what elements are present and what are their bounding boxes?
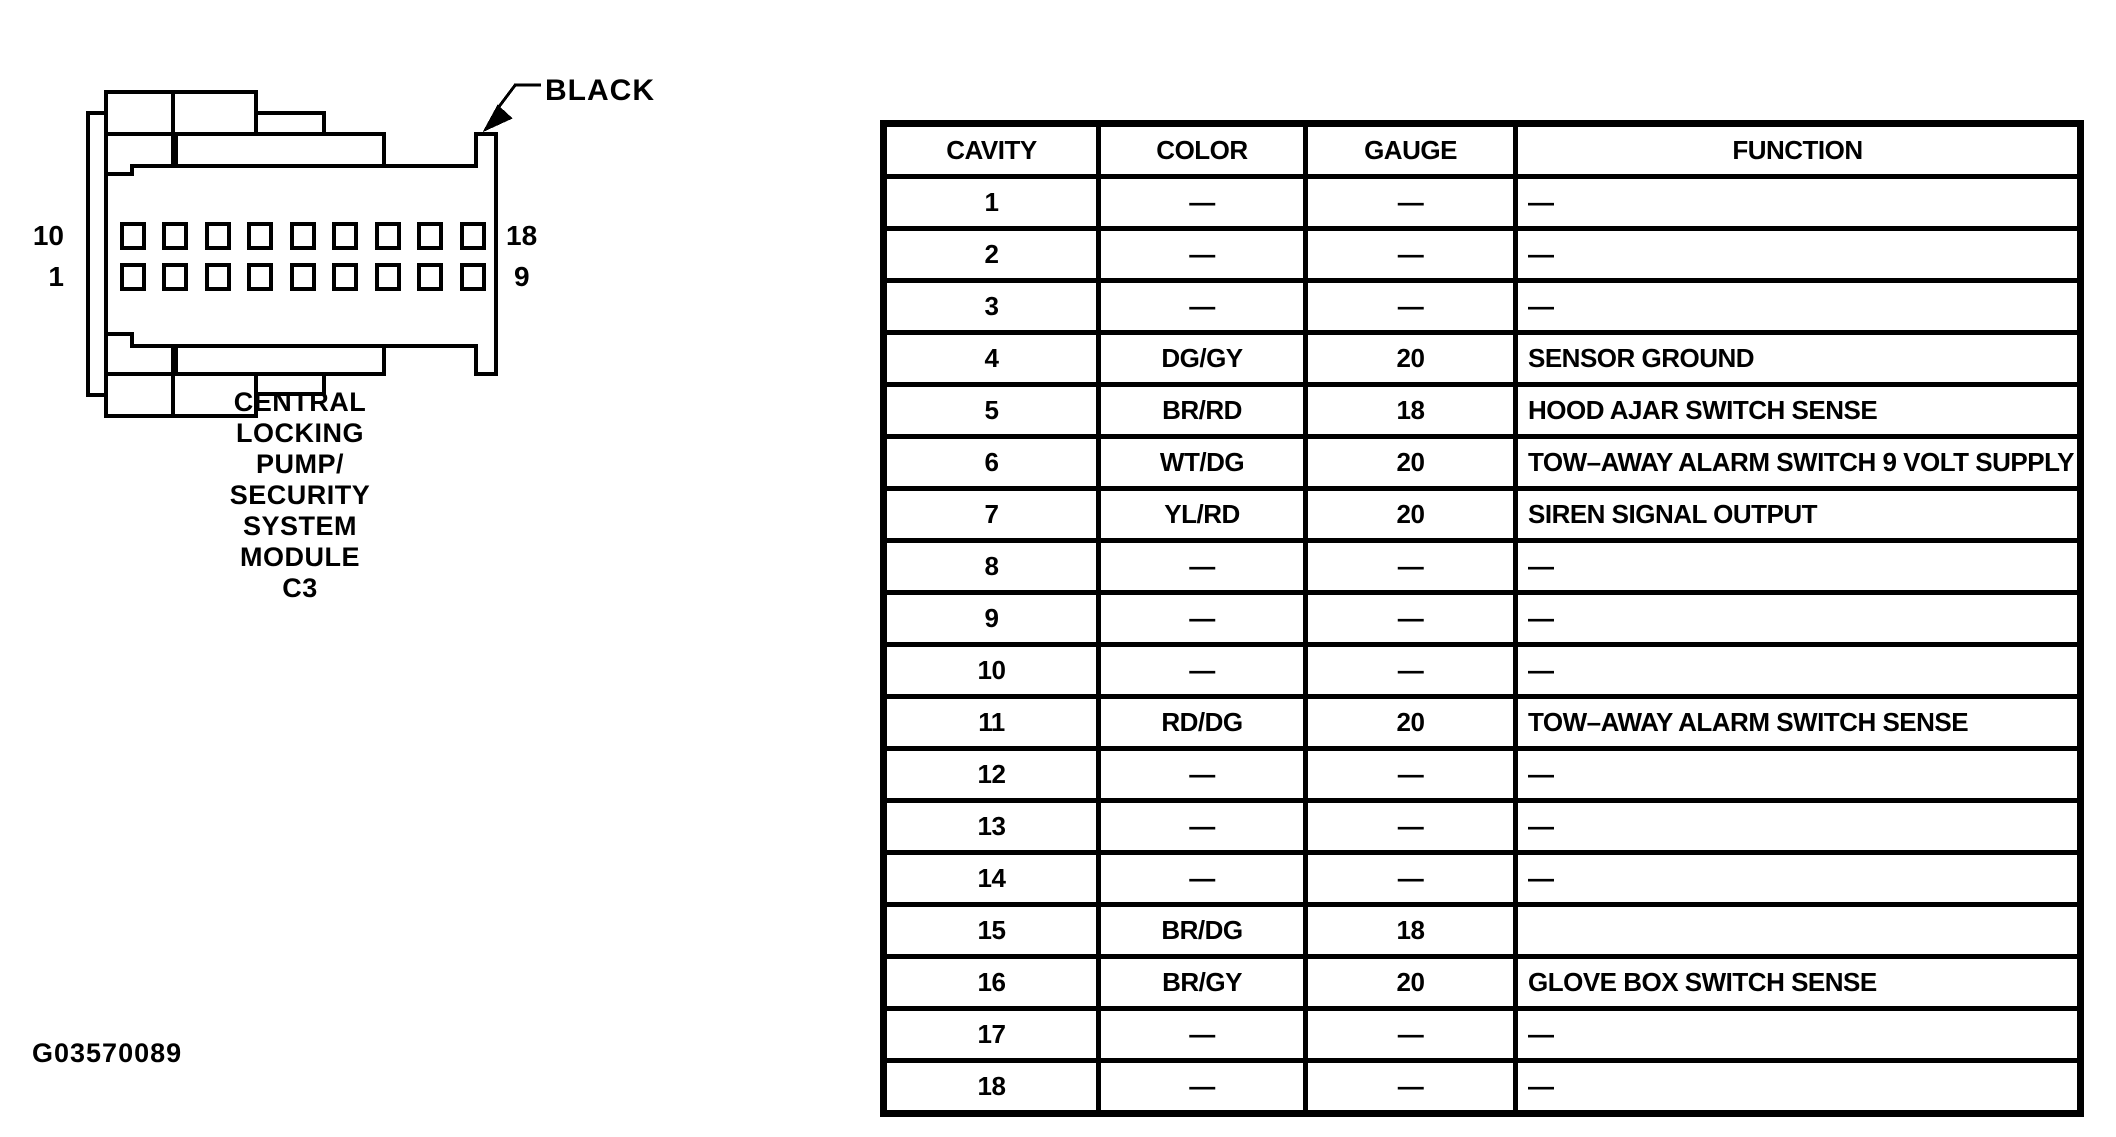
gauge-cell: — [1306, 229, 1516, 281]
table-row [884, 489, 2081, 541]
header-function: FUNCTION [1516, 124, 2081, 177]
pin-label-bottom-left: 1 [48, 261, 64, 292]
function-cell: — [1516, 801, 2081, 853]
function-cell: — [1516, 853, 2081, 905]
color-cell: BR/GY [1099, 957, 1306, 1009]
module-name-line: C3 [282, 573, 318, 603]
function-cell: SIREN SIGNAL OUTPUT [1516, 489, 2081, 541]
cavity-cell: 10 [884, 645, 1099, 697]
cavity-cell: 6 [884, 437, 1099, 489]
module-name-line: LOCKING [236, 418, 364, 448]
color-cell: — [1099, 593, 1306, 645]
color-cell: RD/DG [1099, 697, 1306, 749]
color-cell: WT/DG [1099, 437, 1306, 489]
cavity-cell: 14 [884, 853, 1099, 905]
cavity-cell: 9 [884, 593, 1099, 645]
gauge-cell: — [1306, 1061, 1516, 1114]
connector-key-top-band [176, 134, 384, 166]
function-cell: — [1516, 645, 2081, 697]
cavity-cell: 4 [884, 333, 1099, 385]
table-row [884, 645, 2081, 697]
connector-key-top-large [106, 92, 256, 134]
function-cell: — [1516, 281, 2081, 333]
function-cell: GLOVE BOX SWITCH SENSE [1516, 957, 2081, 1009]
gauge-cell: 20 [1306, 697, 1516, 749]
pinout-table [880, 120, 2084, 1117]
cavity-cell: 8 [884, 541, 1099, 593]
table-row [884, 437, 2081, 489]
color-cell: — [1099, 853, 1306, 905]
color-cell: BR/RD [1099, 385, 1306, 437]
function-cell: — [1516, 177, 2081, 229]
color-cell: — [1099, 177, 1306, 229]
color-cell: — [1099, 541, 1306, 593]
cavity-cell: 3 [884, 281, 1099, 333]
gauge-cell: 20 [1306, 489, 1516, 541]
pin-label-bottom-right: 9 [514, 261, 530, 292]
cavity-cell: 5 [884, 385, 1099, 437]
cavity-cell: 7 [884, 489, 1099, 541]
module-name-line: MODULE [240, 542, 360, 572]
module-name-line: SYSTEM [242, 511, 358, 541]
pin-label-top-right: 18 [506, 220, 538, 251]
gauge-cell: — [1306, 1009, 1516, 1061]
cavity-cell: 18 [884, 1061, 1099, 1114]
pin-label-top-left: 10 [32, 220, 64, 251]
cavity-cell: 15 [884, 905, 1099, 957]
cavity-cell: 12 [884, 749, 1099, 801]
cavity-cell: 2 [884, 229, 1099, 281]
gauge-cell: 18 [1306, 905, 1516, 957]
function-cell: TOW–AWAY ALARM SWITCH 9 VOLT SUPPLY [1516, 437, 2081, 489]
function-cell: — [1516, 1009, 2081, 1061]
table-row [884, 541, 2081, 593]
gauge-cell: — [1306, 749, 1516, 801]
table-row [884, 749, 2081, 801]
gauge-cell: — [1306, 853, 1516, 905]
color-cell: YL/RD [1099, 489, 1306, 541]
gauge-cell: 20 [1306, 333, 1516, 385]
gauge-cell: — [1306, 645, 1516, 697]
connector-key-bottom-band [176, 346, 384, 374]
header-color: COLOR [1099, 124, 1306, 177]
table-row [884, 385, 2081, 437]
color-cell: — [1099, 229, 1306, 281]
color-cell: — [1099, 281, 1306, 333]
color-cell: — [1099, 645, 1306, 697]
table-row [884, 853, 2081, 905]
function-cell: — [1516, 229, 2081, 281]
pinout-table-body [884, 177, 2081, 1114]
table-row [884, 593, 2081, 645]
table-row [884, 281, 2081, 333]
connector-body-outline [106, 134, 496, 374]
table-row [884, 1061, 2081, 1114]
function-cell: — [1516, 593, 2081, 645]
color-cell: — [1099, 1009, 1306, 1061]
cavity-cell: 13 [884, 801, 1099, 853]
gauge-cell: 20 [1306, 437, 1516, 489]
gauge-cell: — [1306, 541, 1516, 593]
function-cell: SENSOR GROUND [1516, 333, 2081, 385]
table-row [884, 905, 2081, 957]
function-cell: — [1516, 541, 2081, 593]
module-name-line: SECURITY [229, 480, 371, 510]
color-cell: DG/GY [1099, 333, 1306, 385]
header-gauge: GAUGE [1306, 124, 1516, 177]
color-cell: BR/DG [1099, 905, 1306, 957]
cavity-cell: 1 [884, 177, 1099, 229]
black-callout-arrow-icon [486, 84, 541, 129]
pinout-table-grid [880, 120, 2084, 1117]
header-cavity: CAVITY [884, 124, 1099, 177]
module-name-line: CENTRAL [233, 387, 367, 417]
connector-key-top-small [256, 113, 324, 134]
gauge-cell: — [1306, 177, 1516, 229]
color-cell: — [1099, 1061, 1306, 1114]
figure-id: G03570089 [32, 1038, 183, 1068]
color-cell: — [1099, 749, 1306, 801]
function-cell [1516, 905, 2081, 957]
gauge-cell: 20 [1306, 957, 1516, 1009]
table-row [884, 333, 2081, 385]
cavity-cell: 17 [884, 1009, 1099, 1061]
table-row [884, 177, 2081, 229]
color-cell: — [1099, 801, 1306, 853]
table-row [884, 957, 2081, 1009]
gauge-cell: — [1306, 281, 1516, 333]
cavity-cell: 11 [884, 697, 1099, 749]
module-name-label [210, 387, 390, 604]
gauge-cell: — [1306, 801, 1516, 853]
cavity-cell: 16 [884, 957, 1099, 1009]
function-cell: HOOD AJAR SWITCH SENSE [1516, 385, 2081, 437]
gauge-cell: 18 [1306, 385, 1516, 437]
table-row [884, 229, 2081, 281]
table-row [884, 697, 2081, 749]
pinout-header-row [884, 124, 2081, 177]
function-cell: TOW–AWAY ALARM SWITCH SENSE [1516, 697, 2081, 749]
gauge-cell: — [1306, 593, 1516, 645]
connector-left-strip [88, 113, 106, 395]
function-cell: — [1516, 1061, 2081, 1114]
table-row [884, 801, 2081, 853]
table-row [884, 1009, 2081, 1061]
function-cell: — [1516, 749, 2081, 801]
module-name-line: PUMP/ [255, 449, 344, 479]
connector-color-label: BLACK [545, 74, 655, 107]
